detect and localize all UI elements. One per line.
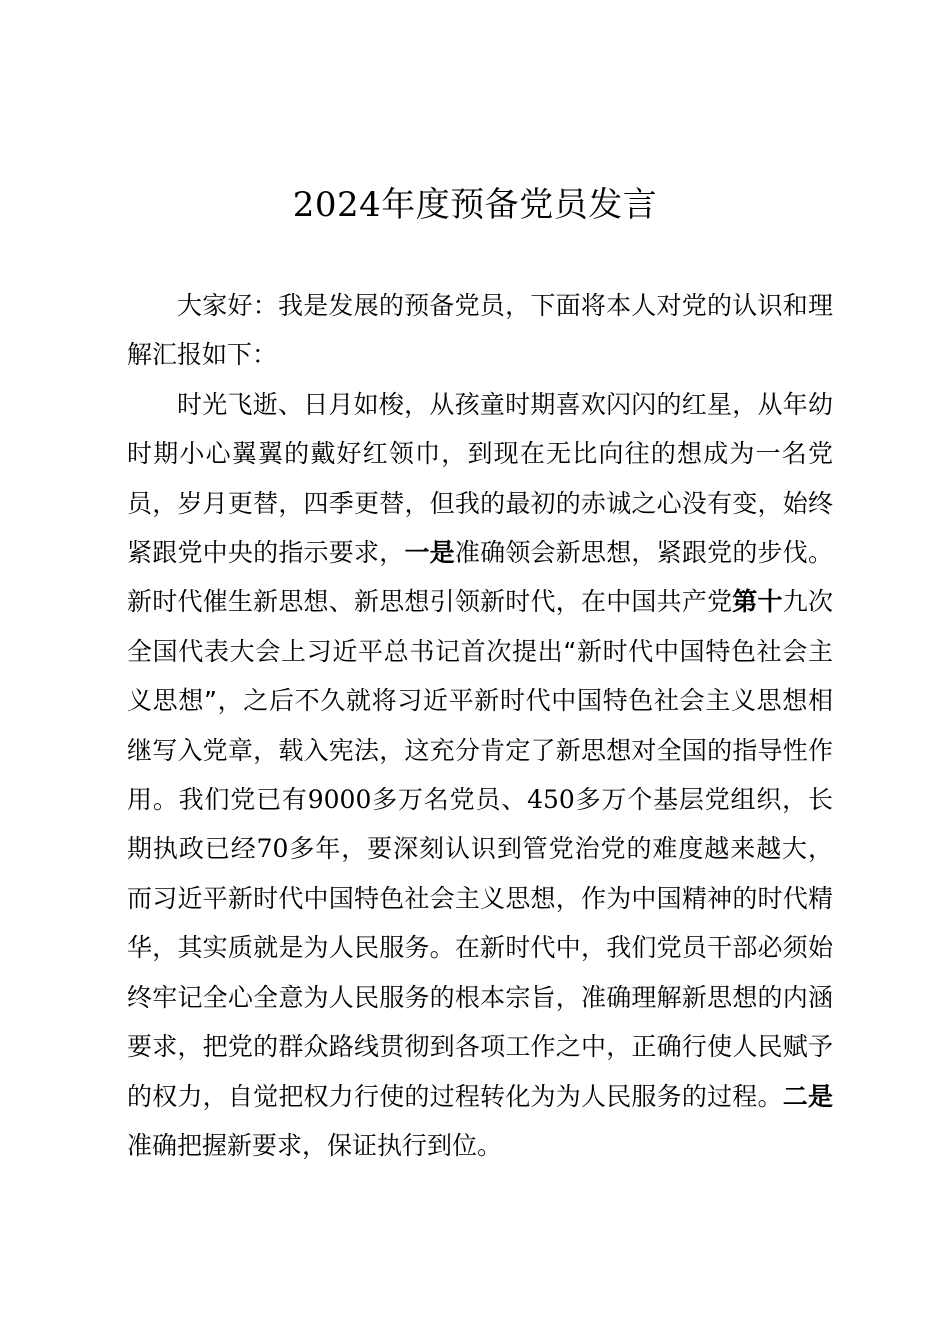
document-body — [127, 281, 833, 1170]
number-text: 9000 — [307, 785, 372, 815]
text-segment: 准确领会新思想，紧跟党的步伐。新时代催生新思想、新思想引领新时代，在中国共产党 — [127, 538, 833, 617]
bold-marker: 一是 — [404, 538, 455, 568]
bold-marker: 第十 — [732, 587, 783, 617]
text-segment: 时光飞逝、日月如梭，从孩童时期喜欢闪闪的红星，从年幼时期小心翼翼的戴好红领巾，到现在无比向往的想成为一名党员，岁月更替，四季更替，但我的最初的赤诚之心没有变，始终紧跟党中央的指示要求， — [127, 389, 833, 568]
text-segment: 大家好：我是发展的预备党员，下面将本人对党的认识和理解汇报如下： — [127, 291, 833, 370]
text-segment: 多万名党员、 — [371, 785, 528, 815]
paragraph-greeting — [127, 281, 833, 380]
number-text: 450 — [527, 785, 575, 815]
document-title: 2024年度预备党员发言 — [292, 185, 658, 225]
text-segment: 多万个基层党组织，长期执政已经 — [127, 785, 833, 864]
text-segment: 准确把握新要求，保证执行到位。 — [127, 1130, 503, 1160]
text-segment: 九次全国代表大会上习近平总书记首次提出“新时代中国特色社会主义思想”，之后不久就将习近平新时代中国特色社会主义思想相继写入党章，载入宪法，这充分肯定了新思想对全国的指导性作用。我们党已有 — [127, 587, 833, 815]
text-segment: 多年，要深刻认识到管党治党的难度越来越大，而习近平新时代中国特色社会主义思想，作为中国精神的时代精华，其实质就是为人民服务。在新时代中，我们党员干部必须始终牢记全心全意为人民服务的根本宗旨，准确理解新思想的内涵要求，把党的群众路线贯彻到各项工作之中，正确行使人民赋予的权力，自觉把权力行使的过程转化为为人民服务的过程。 — [127, 834, 833, 1111]
number-text: 70 — [256, 834, 289, 864]
bold-marker: 二是 — [782, 1081, 833, 1111]
paragraph-main — [127, 380, 833, 1171]
